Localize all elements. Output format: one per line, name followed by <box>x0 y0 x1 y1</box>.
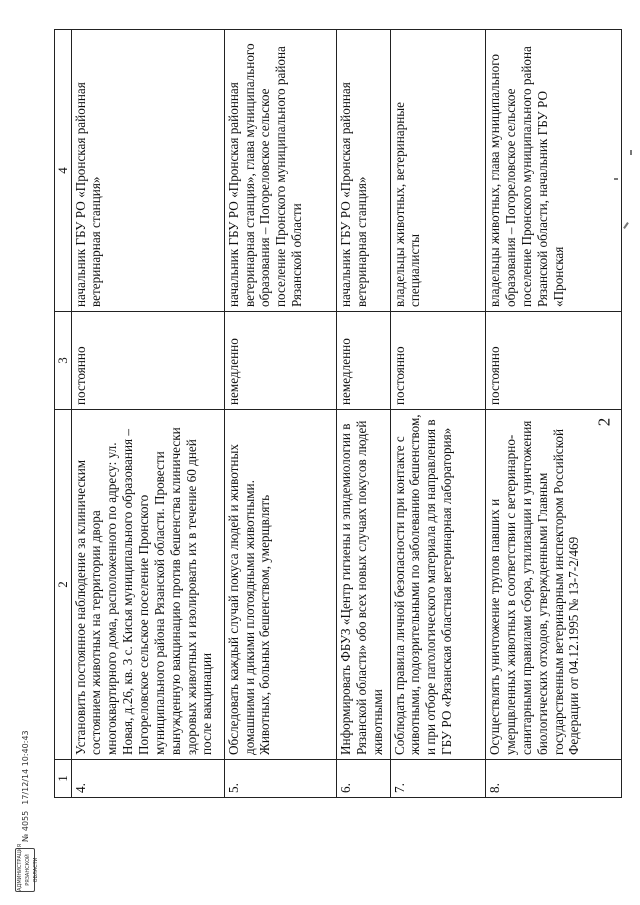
row-term: постоянно <box>71 312 224 410</box>
row-term: немедленно <box>337 312 390 410</box>
header-col-3: 3 <box>55 312 72 410</box>
row-term: постоянно <box>390 312 486 410</box>
row-number: 7. <box>390 760 486 798</box>
row-number: 5. <box>224 760 337 798</box>
table-row <box>337 30 390 798</box>
table-row <box>390 30 486 798</box>
row-responsible: начальник ГБУ РО «Пронская районная ветеринарная станция» <box>71 30 224 312</box>
row-responsible: владельцы животных, ветеринарные специалисты <box>390 30 486 312</box>
measures-table <box>54 29 622 798</box>
row-number: 4. <box>71 760 224 798</box>
row-number: 6. <box>337 760 390 798</box>
row-responsible: владельцы животных, глава муниципального образования – Погореловское сельское поселение Пронского муниципального района Рязанской области, начальник ГБУ РО «Пронская <box>486 30 622 312</box>
table-container <box>54 30 622 798</box>
header-col-1: 1 <box>55 760 72 798</box>
scan-speck <box>614 178 618 180</box>
row-number: 8. <box>486 760 622 798</box>
row-action: Информировать ФБУЗ «Центр гигиены и эпидемиологии в Рязанской области» обо всех новых случаях покусов людей животными <box>337 410 390 760</box>
header-col-4: 4 <box>55 30 72 312</box>
registration-stamp <box>12 712 38 892</box>
stamp-doc-number: № 4055 <box>20 810 30 842</box>
table-row <box>486 30 622 798</box>
table-row <box>224 30 337 798</box>
row-action: Осуществлять уничтожение трупов павших и умерщвленных животных в соответствии с ветеринарно-санитарными правилами сбора, утилизации и уничтожения биологических отходов, утвержденными Главным государственным ветеринарным инспектором Российской Федерации от 04.12.1995 № 13-7-2/469 <box>486 410 622 760</box>
stamp-logo: АДМИНИСТРАЦИЯ РЯЗАНСКОЙ ОБЛАСТИ <box>17 844 39 891</box>
table-header-row <box>55 30 72 798</box>
row-action: Установить постоянное наблюдение за клиническим состоянием животных на территории двора многоквартирного дома, расположенного по адресу: ул. Новая, д.26, кв. 3 с. Кисья муниципального образования – Погореловское сельское поселение Пронского муниципального района Рязанской области. Провести вынужденную вакцинацию против бешенства клинически здоровых животных и изолировать их в течение 60 дней после вакцинации <box>71 410 224 760</box>
stamp-datetime: 17/12/14 10:40:43 <box>20 730 30 805</box>
scan-speck <box>623 222 629 229</box>
rotated-page-content <box>54 30 622 798</box>
header-col-2: 2 <box>55 410 72 760</box>
page-number: 2 <box>594 417 614 427</box>
row-responsible: начальник ГБУ РО «Пронская районная ветеринарная станция», глава муниципального образования – Погореловское сельское поселение Пронского муниципального района Рязанской области <box>224 30 337 312</box>
row-term: немедленно <box>224 312 337 410</box>
scan-speck <box>630 150 632 155</box>
row-term: постоянно <box>486 312 622 410</box>
row-responsible: начальник ГБУ РО «Пронская районная ветеринарная станция» <box>337 30 390 312</box>
row-action: Обследовать каждый случай покуса людей и животных домашними и дикими плотоядными животными. Животных, больных бешенством, умерщвлять <box>224 410 337 760</box>
table-row <box>71 30 224 798</box>
row-action: Соблюдать правила личной безопасности при контакте с животными, подозрительными по заболеванию бешенством, и при отборе патологического материала для направления в ГБУ РО «Рязанская областная ветеринарная лаборатория» <box>390 410 486 760</box>
